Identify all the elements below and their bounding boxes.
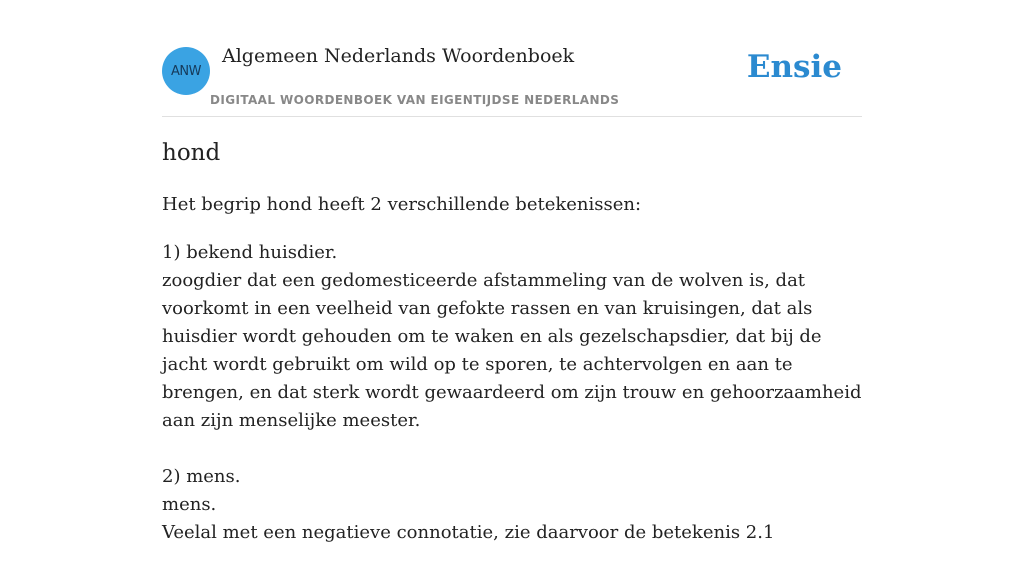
meaning-note: Veelal met een negatieve connotatie, zie daarvoor de betekenis 2.1	[162, 522, 775, 543]
meanings-list	[162, 239, 867, 575]
meaning-label: 2) mens.	[162, 466, 241, 487]
meaning-definition: zoogdier dat een gedomesticeerde afstammeling van de wolven is, dat voorkomt in een veelheid van gefokte rassen en van kruisingen, dat als huisdier wordt gehouden om te waken en als gezelschapsdier, dat bij de jacht wordt gebruikt om wild op te sporen, te achtervolgen en aan te brengen, en dat sterk wordt gewaardeerd om zijn trouw en gehoorzaamheid aan zijn menselijke meester.	[162, 270, 862, 431]
ensie-brand-link[interactable]: Ensie	[746, 49, 842, 85]
site-subtitle: DIGITAAL WOORDENBOEK VAN EIGENTIJDSE NEDERLANDS	[210, 93, 620, 107]
meaning-label: 1) bekend huisdier.	[162, 242, 338, 263]
site-title[interactable]: Algemeen Nederlands Woordenboek	[222, 45, 575, 67]
meaning-2	[162, 463, 867, 547]
site-header	[162, 0, 862, 117]
entry-intro: Het begrip hond heeft 2 verschillende betekenissen:	[162, 194, 642, 215]
headword: hond	[162, 140, 221, 166]
anw-logo[interactable]	[162, 47, 210, 95]
meaning-definition: mens.	[162, 494, 217, 515]
logo-text: ANW	[171, 63, 201, 79]
meaning-1	[162, 239, 867, 435]
page	[162, 0, 862, 543]
